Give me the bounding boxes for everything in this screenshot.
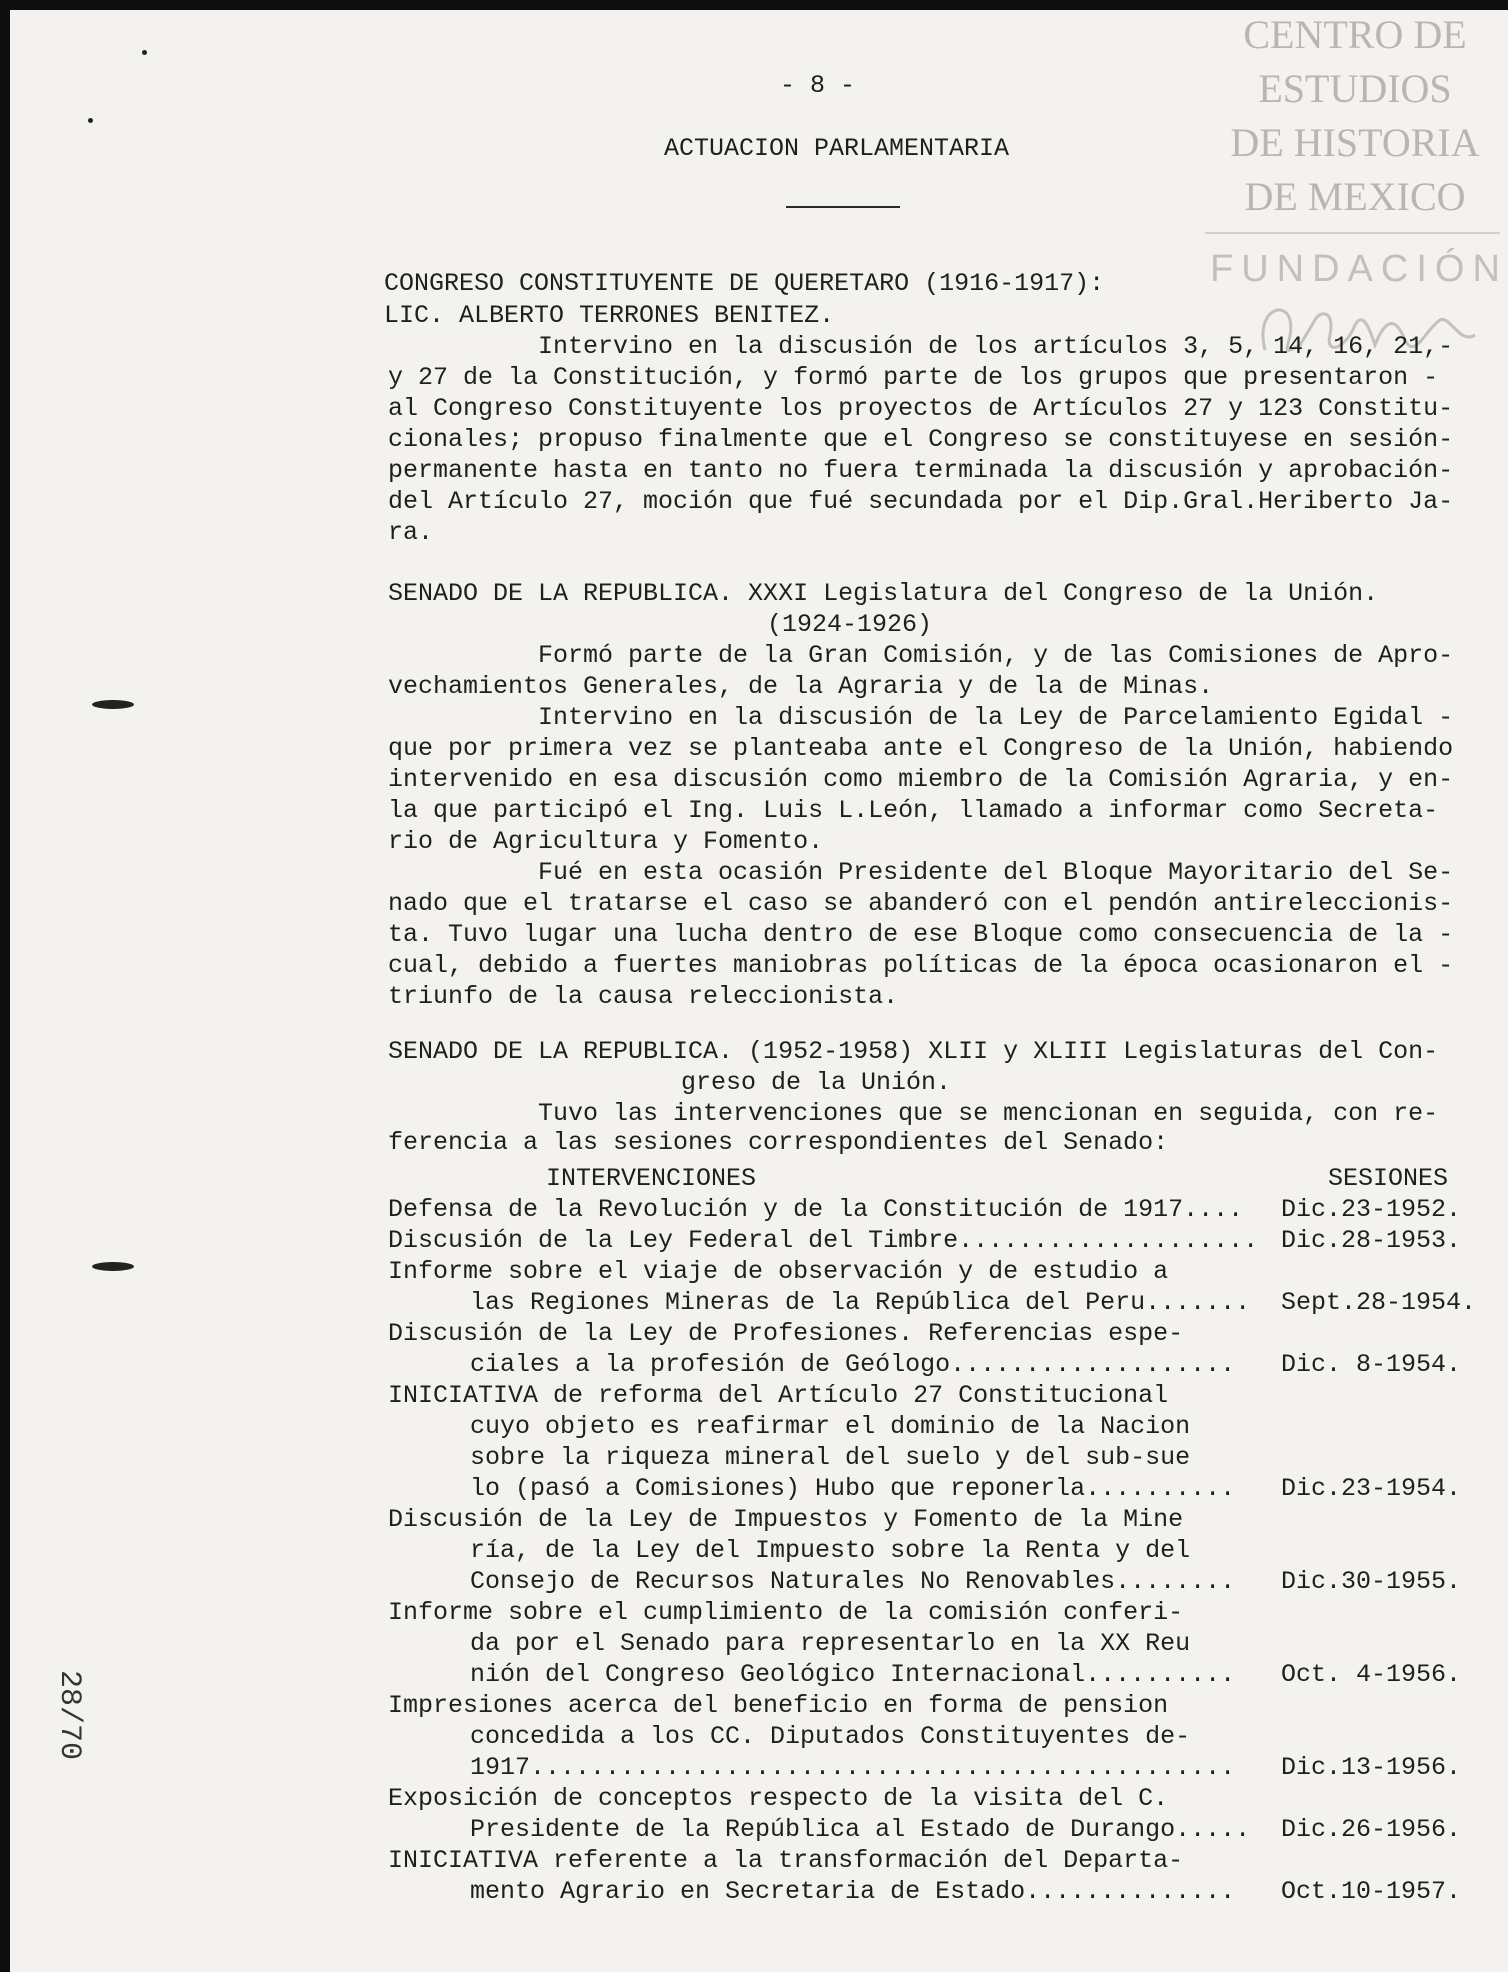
session-date: Oct.10-1957. bbox=[1281, 1877, 1462, 1906]
intervention-text: ría, de la Ley del Impuesto sobre la Renta y del bbox=[470, 1536, 1191, 1565]
watermark-line: DE HISTORIA bbox=[1230, 120, 1480, 165]
intervention-text: concedida a los CC. Diputados Constituyentes de- bbox=[470, 1722, 1191, 1751]
speck bbox=[142, 50, 147, 55]
watermark-divider bbox=[1205, 232, 1500, 234]
intervention-text: Consejo de Recursos Naturales No Renovables........ Dic.30-1955. bbox=[470, 1567, 1462, 1596]
paragraph-line: Fué en esta ocasión Presidente del Bloque Mayoritario del Se- bbox=[388, 858, 1454, 887]
paragraph-line: ra. bbox=[388, 518, 434, 547]
intervention-text: Defensa de la Revolución y de la Constitución de 1917.... Dic.23-1952. bbox=[388, 1195, 1462, 1224]
punch-mark bbox=[92, 700, 134, 709]
watermark-line: DE MEXICO bbox=[1244, 174, 1466, 219]
section-subheading: (1924-1926) bbox=[767, 610, 933, 639]
section-heading: CONGRESO CONSTITUYENTE DE QUERETARO (1916-1917): bbox=[384, 269, 1105, 298]
paragraph-line: y 27 de la Constitución, y formó parte de los grupos que presentaron - bbox=[388, 363, 1439, 392]
intervention-text: INICIATIVA de reforma del Artículo 27 Constitucional bbox=[388, 1381, 1169, 1410]
list-item bbox=[388, 1318, 1488, 1380]
intervention-text: 1917............................................... Dic.13-1956. bbox=[470, 1753, 1462, 1782]
paragraph-line: la que participó el Ing. Luis L.León, llamado a informar como Secreta- bbox=[388, 796, 1439, 825]
intervention-text: INICIATIVA referente a la transformación del Departa- bbox=[388, 1846, 1184, 1875]
table-header-row bbox=[388, 1163, 1488, 1194]
session-date: Dic.30-1955. bbox=[1281, 1567, 1462, 1596]
session-date: Dic.26-1956. bbox=[1281, 1815, 1462, 1844]
list-item bbox=[388, 1783, 1488, 1845]
page-number: - 8 - bbox=[780, 71, 856, 100]
intervention-text: nión del Congreso Geológico Internacional.......... Oct. 4-1956. bbox=[470, 1660, 1462, 1689]
intervention-text: da por el Senado para representarlo en la XX Reu bbox=[470, 1629, 1191, 1658]
column-header-sessions: SESIONES bbox=[1328, 1164, 1449, 1193]
paragraph-line: triunfo de la causa releccionista. bbox=[388, 982, 899, 1011]
intervention-text: cuyo objeto es reafirmar el dominio de la Nacion bbox=[470, 1412, 1191, 1441]
list-item bbox=[388, 1380, 1488, 1504]
intervention-text: mento Agrario en Secretaria de Estado.............. Oct.10-1957. bbox=[470, 1877, 1462, 1906]
interventions-table bbox=[388, 1163, 1488, 1907]
speck bbox=[88, 118, 93, 123]
paragraph-line: nado que el tratarse el caso se abanderó con el pendón antireleccionis- bbox=[388, 889, 1454, 918]
column-header-interventions: INTERVENCIONES bbox=[546, 1164, 757, 1193]
intervention-text: Discusión de la Ley Federal del Timbre.................... Dic.28-1953. bbox=[388, 1226, 1462, 1255]
paragraph-line: cual, debido a fuertes maniobras políticas de la época ocasionaron el - bbox=[388, 951, 1454, 980]
list-item bbox=[388, 1504, 1488, 1597]
section-subheading: greso de la Unión. bbox=[681, 1068, 952, 1097]
intervention-text: Informe sobre el cumplimiento de la comisión conferi- bbox=[388, 1598, 1184, 1627]
archive-folio-number: 28/70 bbox=[52, 1670, 86, 1761]
intervention-text: Exposición de conceptos respecto de la visita del C. bbox=[388, 1784, 1169, 1813]
list-item bbox=[388, 1194, 1488, 1225]
paragraph-line: al Congreso Constituyente los proyectos de Artículos 27 y 123 Constitu- bbox=[388, 394, 1454, 423]
watermark-line: ESTUDIOS bbox=[1258, 66, 1452, 111]
paragraph-line: intervenido en esa discusión como miembro de la Comisión Agraria, y en- bbox=[388, 765, 1454, 794]
paragraph-line: cionales; propuso finalmente que el Congreso se constituyese en sesión- bbox=[388, 425, 1454, 454]
paragraph-line: permanente hasta en tanto no fuera terminada la discusión y aprobación- bbox=[388, 456, 1454, 485]
session-date: Dic. 8-1954. bbox=[1281, 1350, 1462, 1379]
watermark-line: CENTRO DE bbox=[1243, 12, 1467, 57]
list-item bbox=[388, 1690, 1488, 1783]
section-heading: SENADO DE LA REPUBLICA. XXXI Legislatura del Congreso de la Unión. bbox=[388, 579, 1379, 608]
title-underline bbox=[786, 206, 900, 208]
paragraph-line: rio de Agricultura y Fomento. bbox=[388, 827, 824, 856]
paragraph-line: que por primera vez se planteaba ante el Congreso de la Unión, habiendo bbox=[388, 734, 1454, 763]
intervention-list bbox=[388, 1194, 1488, 1907]
session-date: Sept.28-1954. bbox=[1281, 1288, 1477, 1317]
paragraph-line: ferencia a las sesiones correspondientes del Senado: bbox=[388, 1128, 1169, 1157]
paragraph-line: del Artículo 27, moción que fué secundada por el Dip.Gral.Heriberto Ja- bbox=[388, 487, 1454, 516]
paragraph-line: Intervino en la discusión de los artículos 3, 5, 14, 16, 21,- bbox=[388, 332, 1454, 361]
session-date: Dic.23-1954. bbox=[1281, 1474, 1462, 1503]
intervention-text: Informe sobre el viaje de observación y de estudio a bbox=[388, 1257, 1169, 1286]
paragraph-line: Intervino en la discusión de la Ley de Parcelamiento Egidal - bbox=[388, 703, 1454, 732]
session-date: Oct. 4-1956. bbox=[1281, 1660, 1462, 1689]
session-date: Dic.28-1953. bbox=[1281, 1226, 1462, 1255]
section-heading: SENADO DE LA REPUBLICA. (1952-1958) XLII y XLIII Legislaturas del Con- bbox=[388, 1037, 1439, 1066]
list-item bbox=[388, 1845, 1488, 1907]
intervention-text: las Regiones Mineras de la República del Peru....... Sept.28-1954. bbox=[470, 1288, 1477, 1317]
punch-mark bbox=[92, 1262, 134, 1271]
page-title: ACTUACION PARLAMENTARIA bbox=[664, 134, 1010, 163]
session-date: Dic.13-1956. bbox=[1281, 1753, 1462, 1782]
paragraph-line: ta. Tuvo lugar una lucha dentro de ese Bloque como consecuencia de la - bbox=[388, 920, 1454, 949]
intervention-text: Presidente de la República al Estado de Durango..... Dic.26-1956. bbox=[470, 1815, 1462, 1844]
session-date: Dic.23-1952. bbox=[1281, 1195, 1462, 1224]
paragraph-line: vechamientos Generales, de la Agraria y de la de Minas. bbox=[388, 672, 1214, 701]
paragraph-line: Tuvo las intervenciones que se mencionan en seguida, con re- bbox=[388, 1099, 1439, 1128]
intervention-text: ciales a la profesión de Geólogo................... Dic. 8-1954. bbox=[470, 1350, 1462, 1379]
list-item bbox=[388, 1256, 1488, 1318]
intervention-text: Impresiones acerca del beneficio en forma de pension bbox=[388, 1691, 1169, 1720]
intervention-text: sobre la riqueza mineral del suelo y del sub-sue bbox=[470, 1443, 1191, 1472]
archive-watermark bbox=[1210, 8, 1500, 224]
paragraph-line: Formó parte de la Gran Comisión, y de las Comisiones de Apro- bbox=[388, 641, 1454, 670]
intervention-text: Discusión de la Ley de Profesiones. Referencias espe- bbox=[388, 1319, 1184, 1348]
watermark-foundation: FUNDACIÓN bbox=[1210, 248, 1508, 290]
list-item bbox=[388, 1597, 1488, 1690]
list-item bbox=[388, 1225, 1488, 1256]
person-name: LIC. ALBERTO TERRONES BENITEZ. bbox=[384, 301, 835, 330]
intervention-text: lo (pasó a Comisiones) Hubo que reponerla.......... Dic.23-1954. bbox=[470, 1474, 1462, 1503]
intervention-text: Discusión de la Ley de Impuestos y Fomento de la Mine bbox=[388, 1505, 1184, 1534]
